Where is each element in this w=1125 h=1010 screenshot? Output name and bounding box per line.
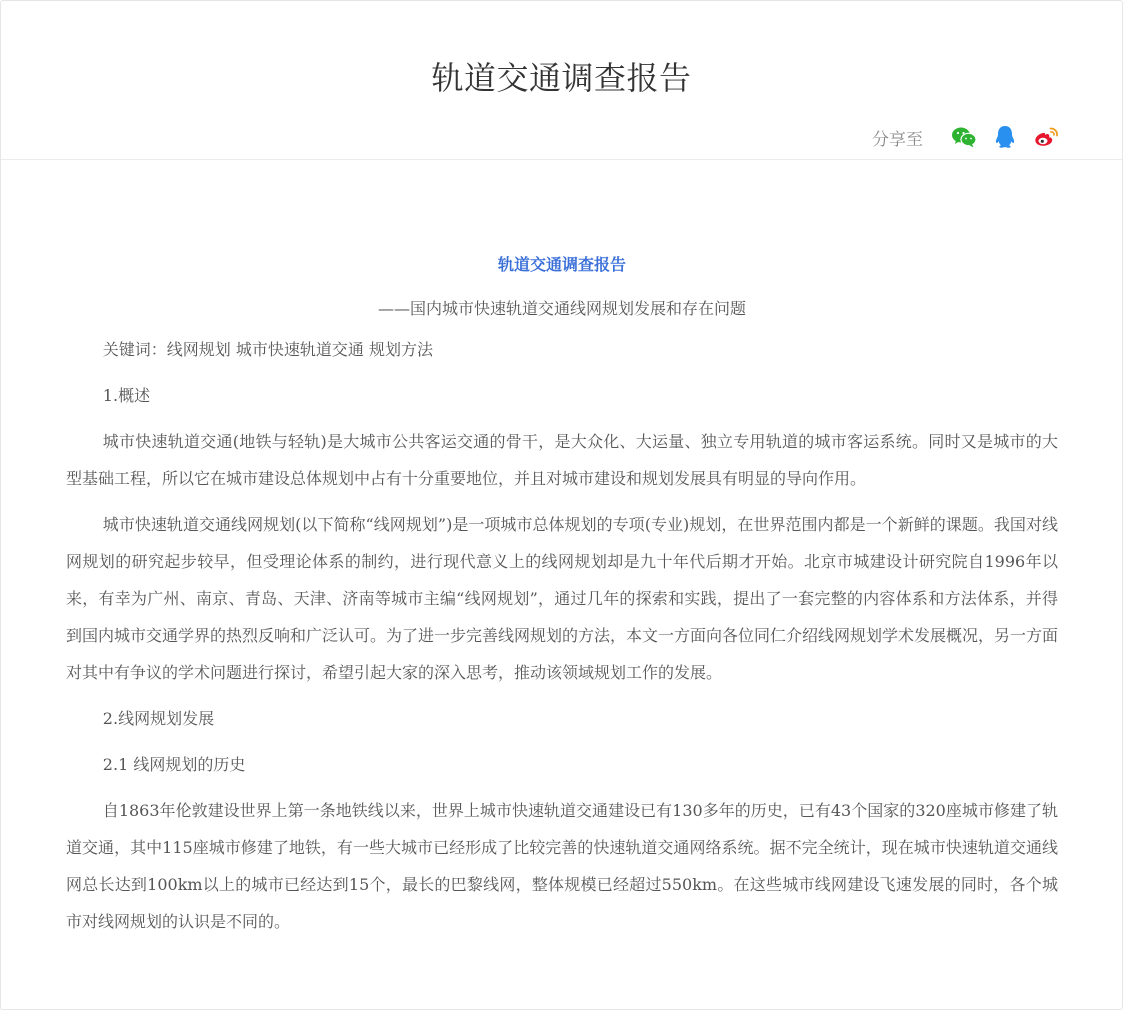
qq-icon[interactable]	[991, 124, 1019, 150]
page-header	[1, 1, 1122, 160]
section-heading-development: 2.线网规划发展	[102, 709, 215, 728]
section-heading-overview: 1.概述	[102, 386, 151, 405]
paragraph-overview: 城市快速轨道交通(地铁与轻轨)是大城市公共客运交通的骨干，是大众化、大运量、独立专用轨道的城市客运系统。同时又是城市的大型基础工程，所以它在城市建设总体规划中占有十分重要地位，并且对城市建设和规划发展具有明显的导向作用。	[66, 432, 1058, 488]
keywords: 关键词：线网规划 城市快速轨道交通 规划方法	[102, 340, 433, 359]
paragraph-network-planning: 城市快速轨道交通线网规划(以下简称“线网规划”)是一项城市总体规划的专项(专业)规划，在世界范围内都是一个新鲜的课题。我国对线网规划的研究起步较早，但受理论体系的制约，进行现代意义上的线网规划却是九十年代后期才开始。北京市城建设计研究院自1996年以来，有幸为广州、南京、青岛、天津、济南等城市主编“线网规划”，通过几年的探索和实践，提出了一套完整的内容体系和方法体系，并得到国内城市交通学界的热烈反响和广泛认可。为了进一步完善线网规划的方法，本文一方面向各位同仁介绍线网规划学术发展概况，另一方面对其中有争议的学术问题进行探讨，希望引起大家的深入思考，推动该领域规划工作的发展。	[66, 515, 1059, 682]
article-title: 轨道交通调查报告	[497, 255, 626, 274]
wechat-icon[interactable]	[950, 124, 978, 150]
paragraph-history: 自1863年伦敦建设世界上第一条地铁线以来，世界上城市快速轨道交通建设已有130多年的历史，已有43个国家的320座城市修建了轨道交通，其中115座城市修建了地铁，有一些大城市已经形成了比较完善的快速轨道交通网络系统。据不完全统计，现在城市快速轨道交通线网总长达到100km以上的城市已经达到15个，最长的巴黎线网，整体规模已经超过550km。在这些城市线网建设飞速发展的同时，各个城市对线网规划的认识是不同的。	[66, 801, 1058, 931]
share-label: 分享至	[872, 129, 923, 150]
share-bar	[872, 123, 1060, 151]
weibo-icon[interactable]	[1032, 124, 1060, 150]
page-title: 轨道交通调查报告	[431, 59, 692, 97]
section-heading-history: 2.1 线网规划的历史	[102, 755, 246, 774]
article-subtitle: ——国内城市快速轨道交通线网规划发展和存在问题	[377, 299, 746, 318]
article-content	[66, 243, 1058, 949]
